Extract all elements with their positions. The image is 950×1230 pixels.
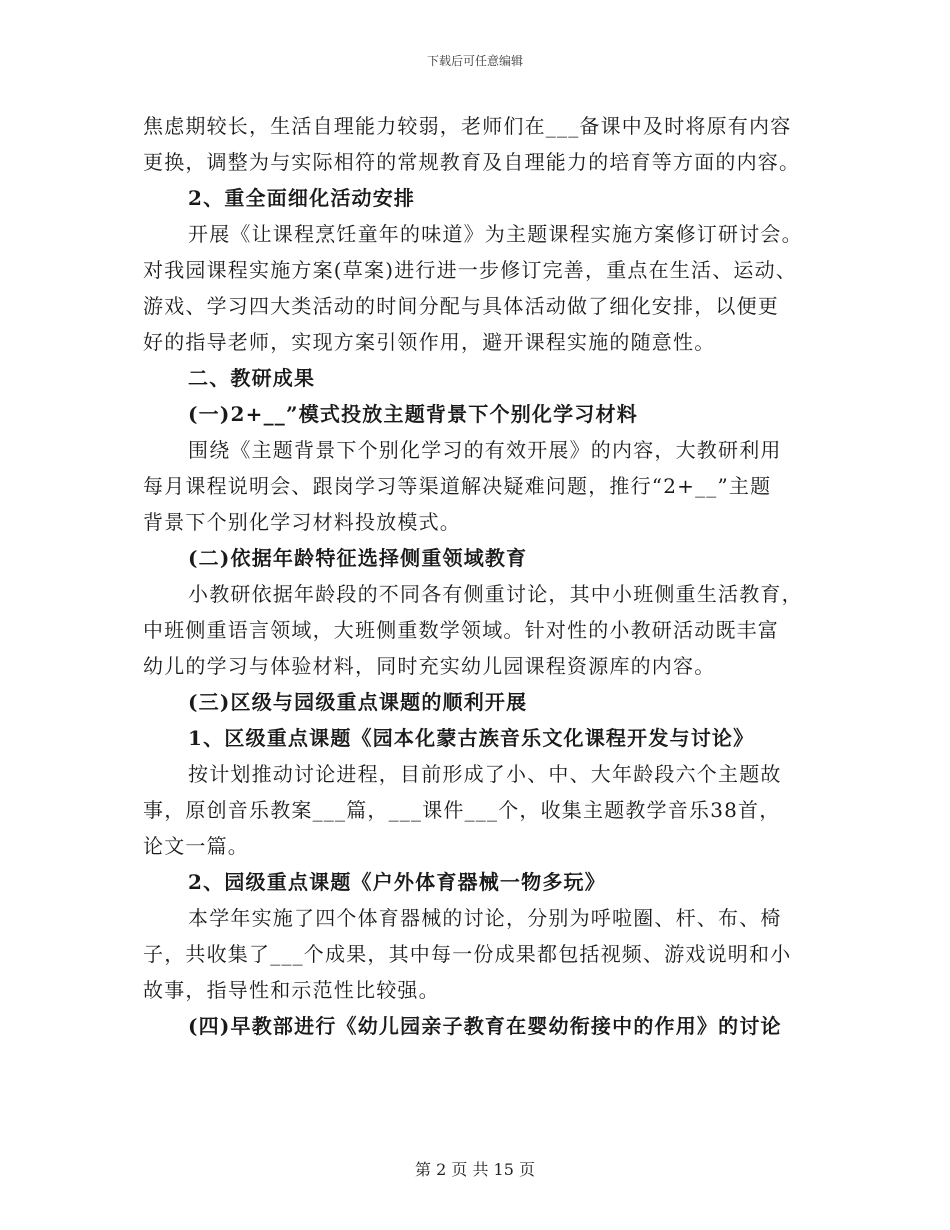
text-line: 论文一篇。: [143, 834, 249, 858]
text-line: 本学年实施了四个体育器械的讨论，分别为呼啦圈、杆、布、椅: [188, 906, 782, 930]
text-line: 焦虑期较长，生活自理能力较弱，老师们在___备课中及时将原有内容: [143, 114, 792, 138]
section-heading-line: 2、园级重点课题《户外体育器械一物多玩》: [188, 870, 606, 894]
text-line: 好的指导老师，实现方案引领作用，避开课程实施的随意性。: [143, 330, 716, 354]
section-heading-line: (四)早教部进行《幼儿园亲子教育在婴幼衔接中的作用》的讨论: [188, 1014, 782, 1038]
text-line: 子，共收集了___个成果，其中每一份成果都包括视频、游戏说明和小: [143, 942, 792, 966]
text-line: 对我园课程实施方案(草案)进行进一步修订完善，重点在生活、运动、: [143, 258, 798, 282]
section-heading-line: 二、教研成果: [188, 366, 316, 390]
text-line: 更换，调整为与实际相符的常规教育及自理能力的培育等方面的内容。: [143, 150, 801, 174]
text-line: 小教研依据年龄段的不同各有侧重讨论，其中小班侧重生活教育，: [188, 582, 803, 606]
text-line: 中班侧重语言领域，大班侧重数学领域。针对性的小教研活动既丰富: [143, 618, 779, 642]
page-header: 下载后可任意编辑: [426, 54, 523, 68]
text-line: 围绕《主题背景下个别化学习的有效开展》的内容，大教研利用: [188, 438, 782, 462]
text-line: 故事，指导性和示范性比较强。: [143, 978, 440, 1002]
text-line: 每月课程说明会、跟岗学习等渠道解决疑难问题，推行“2+__”主题: [143, 474, 772, 498]
text-line: 幼儿的学习与体验材料，同时充实幼儿园课程资源库的内容。: [143, 654, 716, 678]
text-line: 开展《让课程烹饪童年的味道》为主题课程实施方案修订研讨会。: [188, 222, 803, 246]
section-heading-line: (三)区级与园级重点课题的顺利开展: [188, 690, 528, 714]
section-heading-line: (二)依据年龄特征选择侧重领域教育: [188, 546, 528, 570]
section-heading-line: 2、重全面细化活动安排: [188, 186, 416, 210]
section-heading-line: (一)2+__”模式投放主题背景下个别化学习材料: [188, 402, 638, 426]
text-line: 游戏、学习四大类活动的时间分配与具体活动做了细化安排，以便更: [143, 294, 779, 318]
text-line: 按计划推动讨论进程，目前形成了小、中、大年龄段六个主题故: [188, 762, 782, 786]
text-line: 事，原创音乐教案___篇，___课件___个，收集主题教学音乐38首，: [143, 798, 781, 822]
document-body: [143, 108, 803, 1044]
text-line: 背景下个别化学习材料投放模式。: [143, 510, 461, 534]
section-heading-line: 1、区级重点课题《园本化蒙古族音乐文化课程开发与讨论》: [188, 726, 755, 750]
page-footer: 第 2 页 共 15 页: [415, 1160, 535, 1179]
